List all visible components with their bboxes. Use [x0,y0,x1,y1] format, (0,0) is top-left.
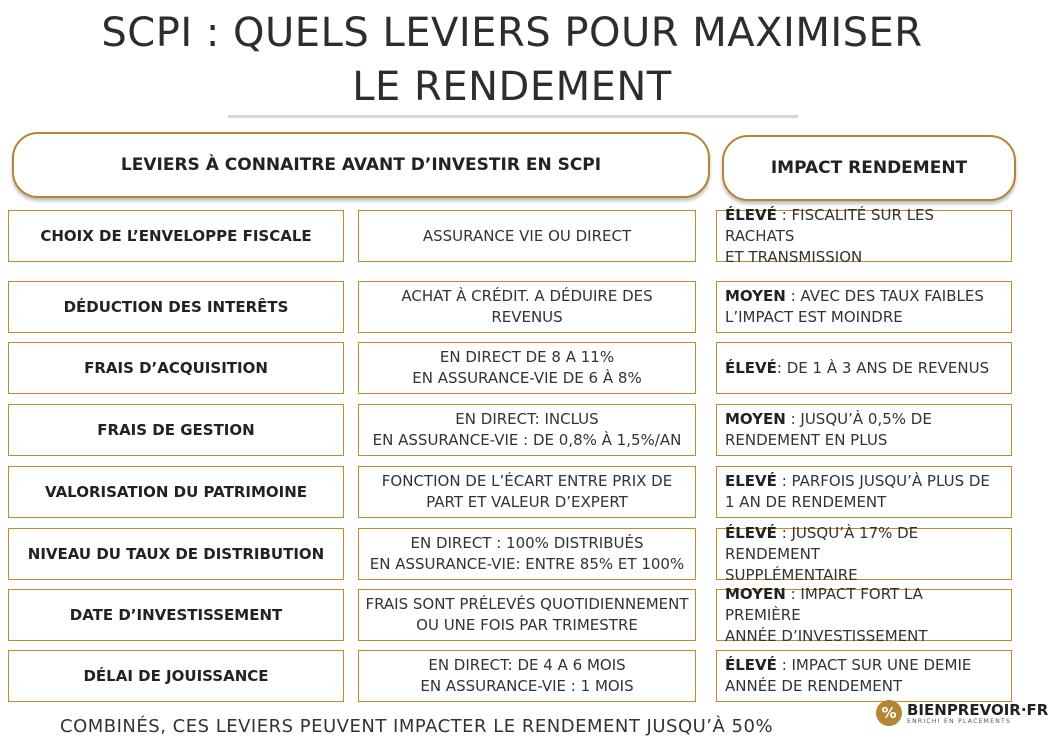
page-title [0,6,1024,114]
lever-label: FRAIS DE GESTION [97,420,255,439]
impact-text: : IMPACT FORT LA PREMIÈRE [725,584,923,624]
lever-label: VALORISATION DU PATRIMOINE [44,482,308,501]
brand-logo [876,700,1048,726]
logo-name: BIENPREVOIR·FR [907,700,1048,719]
lever-cell [8,404,344,456]
detail-cell [358,528,696,580]
impact-cell [716,650,1012,702]
detail-cell [358,210,696,262]
lever-label: CHOIX DE L’ENVELOPPE FISCALE [40,226,312,245]
impact-text: : JUSQU’À 0,5% DE [785,410,932,428]
detail-line: EN DIRECT: DE 4 A 6 MOIS [428,656,626,674]
impact-text: : FISCALITÉ SUR LES RACHATS [725,205,935,245]
detail-cell [358,342,696,394]
impact-header [722,135,1016,201]
impact-cell [716,523,1012,584]
logo-tagline: ENRICHI EN PLACEMENTS [907,717,1012,725]
lever-cell [8,650,344,702]
detail-line: EN DIRECT DE 8 A 11% [439,348,615,366]
detail-line: EN ASSURANCE-VIE DE 6 À 8% [412,369,642,387]
impact-text: : PARFOIS JUSQU’À PLUS DE [776,472,990,490]
impact-cell [716,584,1012,645]
title-line-1: SCPI : QUELS LEVIERS POUR MAXIMISER [101,10,923,56]
impact-text: : DE 1 À 3 ANS DE REVENUS [776,358,990,377]
detail-cell [358,404,696,456]
detail-line: EN DIRECT : 100% DISTRIBUÉS [410,534,644,552]
detail-line: OU UNE FOIS PAR TRIMESTRE [416,616,638,634]
impact-cell [716,466,1012,518]
detail-cell [358,650,696,702]
title-line-2: LE RENDEMENT [352,64,672,110]
detail-cell [358,589,696,641]
detail-line: EN ASSURANCE-VIE : DE 0,8% À 1,5%/AN [372,431,682,449]
lever-cell [8,210,344,262]
lever-label: NIVEAU DU TAUX DE DISTRIBUTION [27,544,325,563]
detail-line: EN ASSURANCE-VIE: ENTRE 85% ET 100% [369,555,685,573]
detail-cell [358,466,696,518]
lever-cell [8,589,344,641]
impact-text-line2: ET TRANSMISSION [725,247,863,266]
impact-text-line2: ANNÉE DE RENDEMENT [725,677,903,695]
lever-label: DÉDUCTION DES INTERÊTS [63,297,289,316]
detail-line: ASSURANCE VIE OU DIRECT [422,226,632,245]
impact-level: ÉLEVÉ [725,523,777,542]
impact-level: MOYEN [725,584,786,603]
lever-label: DÉLAI DE JOUISSANCE [83,666,269,685]
lever-cell [8,528,344,580]
percent-badge-icon: % [876,700,902,726]
lever-cell [8,281,344,333]
detail-line: ACHAT À CRÉDIT. A DÉDUIRE DES REVENUS [401,287,653,326]
levers-header [12,132,710,198]
footer-note: COMBINÉS, CES LEVIERS PEUVENT IMPACTER LE RENDEMENT JUSQU’À 50% [60,716,774,737]
impact-level: MOYEN [725,410,786,428]
impact-level: ÉLEVÉ [725,656,777,674]
detail-line: FRAIS SONT PRÉLEVÉS QUOTIDIENNEMENT [365,595,689,613]
impact-cell [716,342,1012,394]
impact-text-line2: L’IMPACT EST MOINDRE [725,308,903,326]
lever-label: FRAIS D’ACQUISITION [84,358,268,377]
impact-text-line2: 1 AN DE RENDEMENT [725,493,887,511]
title-divider [228,115,798,118]
impact-text: : IMPACT SUR UNE DEMIE [776,656,972,674]
impact-level: ÉLEVÉ [725,205,777,224]
detail-line: EN DIRECT: INCLUS [455,410,599,428]
detail-cell [358,281,696,333]
impact-level: ELEVÉ [725,472,777,490]
lever-cell [8,466,344,518]
impact-level: ÉLEVÉ [725,358,777,377]
impact-text-line2: ANNÉE D’INVESTISSEMENT [725,626,928,645]
impact-text: : JUSQU’À 17% DE RENDEMENT [725,523,919,563]
impact-cell [716,281,1012,333]
detail-line: PART ET VALEUR D’EXPERT [426,493,628,511]
impact-text-line2: RENDEMENT EN PLUS [725,431,888,449]
impact-text: : AVEC DES TAUX FAIBLES [785,287,984,305]
detail-line: EN ASSURANCE-VIE : 1 MOIS [420,677,634,695]
impact-header-label: IMPACT RENDEMENT [770,158,968,178]
lever-label: DATE D’INVESTISSEMENT [69,605,283,624]
impact-text-line2: SUPPLÉMENTAIRE [725,565,858,584]
levers-header-label: LEVIERS À CONNAITRE AVANT D’INVESTIR EN SCPI [120,155,602,175]
impact-level: MOYEN [725,287,786,305]
detail-line: FONCTION DE L’ÉCART ENTRE PRIX DE [381,472,673,490]
impact-cell [716,404,1012,456]
lever-cell [8,342,344,394]
impact-cell [716,205,1012,266]
